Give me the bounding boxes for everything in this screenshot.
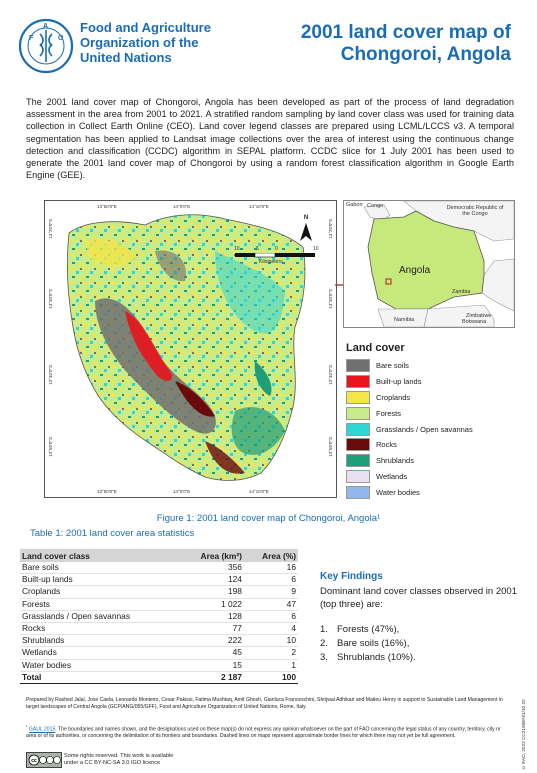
logo-letter-a: A	[43, 23, 49, 30]
legend-item	[346, 405, 516, 421]
cell-class: Rocks	[20, 622, 179, 634]
cc-license-badge	[26, 752, 62, 768]
cell-area: 45	[179, 647, 244, 659]
intro-paragraph: The 2001 land cover map of Chongoroi, Angola has been developed as part of the process of land degradation assessment in the area from 2001 to 2021. A stratified random sampling by land cover class was used for training data collection in Collect Earth Online (CEO). Land cover legend classes are prepared using LCML/LCCS v3. A temporal segmentation has been applied to Landsat image collections over the area of interest using the continuous change detection and classification (CCDC) algorithm in SEPAL platform. CCDC slice for 1 July 2001 has been used to generate the 2001 land cover map of Chongoroi by using a random forest classification algorithm in Google Earth Engine (GEE).	[26, 97, 514, 181]
key-findings-list	[320, 623, 416, 665]
cell-total-area: 2 187	[179, 671, 244, 683]
legend-item	[346, 469, 516, 485]
fao-logo	[18, 18, 74, 74]
footnote	[26, 724, 506, 740]
figure-caption: Figure 1: 2001 land cover map of Chongoroi, Angola¹	[156, 513, 381, 524]
cell-class: Water bodies	[20, 659, 179, 671]
north-arrow-icon	[300, 223, 312, 241]
cell-pct: 10	[244, 635, 298, 647]
legend-item	[346, 421, 516, 437]
legend-swatch	[346, 454, 370, 467]
legend-swatch	[346, 391, 370, 404]
legend-label: Water bodies	[376, 487, 420, 497]
scale-tick-4: 10	[313, 246, 319, 252]
organization-name	[80, 20, 211, 65]
legend-label: Forests	[376, 408, 402, 418]
footnote-mark: ¹	[26, 724, 28, 729]
cell-pct: 2	[244, 647, 298, 659]
org-line-3: United Nations	[80, 50, 172, 65]
legend-item	[346, 374, 516, 390]
table-row	[20, 647, 298, 659]
cell-pct: 4	[244, 622, 298, 634]
list-number: 3.	[320, 652, 328, 663]
cell-total-pct: 100	[244, 671, 298, 683]
legend-swatch	[346, 407, 370, 420]
legend-label: Grasslands / Open savannas	[376, 424, 473, 434]
scale-bar-graphic	[235, 253, 317, 258]
list-number: 2.	[320, 638, 328, 649]
scale-bar	[231, 246, 321, 270]
cell-area: 128	[179, 610, 244, 622]
key-findings-intro: Dominant land cover classes observed in 2001 (top three) are:	[320, 586, 517, 610]
cell-class: Forests	[20, 598, 179, 610]
page-title	[241, 22, 511, 66]
cell-pct: 6	[244, 610, 298, 622]
cell-pct: 16	[244, 562, 298, 574]
list-item	[320, 623, 416, 637]
list-text: Shrublands (10%).	[337, 652, 416, 663]
logo-letter-f: F	[29, 35, 34, 42]
cell-pct: 6	[244, 574, 298, 586]
cell-class: Grasslands / Open savannas	[20, 610, 179, 622]
table-row	[20, 574, 298, 586]
legend	[346, 358, 516, 500]
inset-zambia: Zambia	[452, 289, 471, 295]
list-text: Bare soils (16%),	[337, 638, 410, 649]
cell-area: 15	[179, 659, 244, 671]
right-coord-4: 13°50'0"S	[328, 437, 333, 457]
scale-tick-3: 0	[275, 246, 278, 252]
left-coord-4: 13°50'0"S	[48, 437, 53, 457]
legend-label: Wetlands	[376, 471, 408, 481]
scale-unit: Kilometers	[259, 259, 283, 265]
table-row	[20, 622, 298, 634]
list-number: 1.	[320, 624, 328, 635]
legend-swatch	[346, 423, 370, 436]
cell-pct: 9	[244, 586, 298, 598]
license-line-2: under a CC BY-NC-SA 3.0 IGO licence	[64, 760, 161, 766]
inset-gabon: Gabon	[346, 202, 363, 208]
table-row	[20, 635, 298, 647]
legend-title: Land cover	[346, 342, 405, 354]
cell-area: 356	[179, 562, 244, 574]
list-item	[320, 637, 416, 651]
cell-area: 77	[179, 622, 244, 634]
list-text: Forests (47%),	[337, 624, 400, 635]
legend-label: Bare soils	[376, 361, 409, 371]
inset-namibia: Namibia	[394, 317, 415, 323]
publication-code: © FAO, 2022 CC2195EN/1/10.22	[521, 699, 526, 770]
top-coord-2: 14°0'0"E	[173, 204, 191, 209]
key-findings-title: Key Findings	[320, 571, 383, 582]
legend-swatch	[346, 438, 370, 451]
cell-class: Built-up lands	[20, 574, 179, 586]
cell-area: 124	[179, 574, 244, 586]
table-header-row	[20, 549, 298, 562]
svg-text:cc: cc	[31, 758, 37, 764]
legend-item	[346, 390, 516, 406]
legend-item	[346, 484, 516, 500]
title-line-1: 2001 land cover map of	[300, 22, 511, 43]
gaul-link[interactable]: GAUL 2015	[28, 726, 56, 733]
cell-area: 222	[179, 635, 244, 647]
north-label: N	[303, 215, 309, 221]
cell-pct: 1	[244, 659, 298, 671]
legend-swatch	[346, 359, 370, 372]
cell-class: Wetlands	[20, 647, 179, 659]
cell-total-label: Total	[20, 671, 179, 683]
legend-label: Rocks	[376, 440, 397, 450]
table-row	[20, 610, 298, 622]
table-row	[20, 598, 298, 610]
inset-botswana: Botswana	[462, 319, 487, 325]
col-header-area-km2: Area (km²)	[179, 549, 244, 562]
right-coord-1: 13°20'0"S	[328, 219, 333, 239]
legend-label: Built-up lands	[376, 377, 422, 387]
list-item	[320, 651, 416, 665]
table-total-row	[20, 671, 298, 683]
inset-congo: Congo	[367, 203, 384, 209]
top-coord-3: 14°10'0"E	[249, 204, 269, 209]
footnote-text: . The boundaries and names shown, and the designations used on these map(s) do not express any opinion whatsoever on the part of FAO concerning the legal status of any country, territory, city or area or of its authorities, or concerning the delimitation of its frontiers and boundaries. Dashed lines on maps represent approximate border lines for which there may not yet be full agreement.	[26, 726, 501, 740]
legend-label: Croplands	[376, 392, 411, 402]
legend-swatch	[346, 486, 370, 499]
legend-item	[346, 437, 516, 453]
inset-map-shapes	[344, 201, 514, 327]
inset-zimbabwe: Zimbabwe	[466, 313, 492, 319]
inset-drc: Democratic Republic of the Congo	[446, 205, 504, 217]
cell-class: Croplands	[20, 586, 179, 598]
cell-class: Shrublands	[20, 635, 179, 647]
scale-tick-1: 10	[234, 246, 240, 252]
license-text	[64, 753, 173, 767]
right-coord-2: 13°30'0"S	[328, 289, 333, 309]
org-line-1: Food and Agriculture	[80, 20, 211, 35]
title-line-2: Chongoroi, Angola	[340, 44, 511, 65]
cell-area: 1 022	[179, 598, 244, 610]
bottom-coord-1: 13°50'0"E	[97, 489, 117, 494]
table-row	[20, 659, 298, 671]
col-header-class: Land cover class	[20, 549, 179, 562]
legend-label: Shrublands	[376, 456, 414, 466]
area-statistics-table	[20, 549, 298, 684]
license-line-1: Some rights reserved. This work is available	[64, 753, 174, 759]
scale-tick-2: 5	[256, 246, 259, 252]
cell-class: Bare soils	[20, 562, 179, 574]
angola-inset-map	[343, 200, 515, 328]
right-coord-3: 13°40'0"S	[328, 365, 333, 385]
cell-area: 198	[179, 586, 244, 598]
bottom-coord-2: 14°0'0"E	[173, 489, 191, 494]
cell-pct: 47	[244, 598, 298, 610]
left-coord-2: 13°30'0"S	[48, 289, 53, 309]
legend-swatch	[346, 470, 370, 483]
left-coord-3: 13°40'0"S	[48, 365, 53, 385]
bottom-coord-3: 14°10'0"E	[249, 489, 269, 494]
left-coord-1: 13°20'0"S	[48, 219, 53, 239]
table-row	[20, 586, 298, 598]
legend-item	[346, 453, 516, 469]
cc-license-icon	[27, 753, 61, 767]
inset-angola: Angola	[399, 265, 431, 276]
table-row	[20, 562, 298, 574]
top-coord-1: 13°50'0"E	[97, 204, 117, 209]
logo-letter-o: O	[58, 35, 64, 42]
legend-swatch	[346, 375, 370, 388]
org-line-2: Organization of the	[80, 35, 199, 50]
legend-item	[346, 358, 516, 374]
col-header-area-pct: Area (%)	[244, 549, 298, 562]
credits: Prepared by Rashed Jalal, Jose Caela, Leonardo Monteiro, Cesar Pakissi, Fatima Mushtaq, Amit Ghosh, Gianluca Franceschini, Shrijwal Adhikari and Matieu Henry in support to Sustainable Land Management in target landscapes of Central Angola (GCP/ANG/055/GFF), Food and Agriculture Organization of United Nations, Rome, Italy.	[26, 697, 503, 710]
land-cover-map	[44, 200, 337, 498]
table-caption: Table 1: 2001 land cover area statistics	[30, 528, 195, 539]
